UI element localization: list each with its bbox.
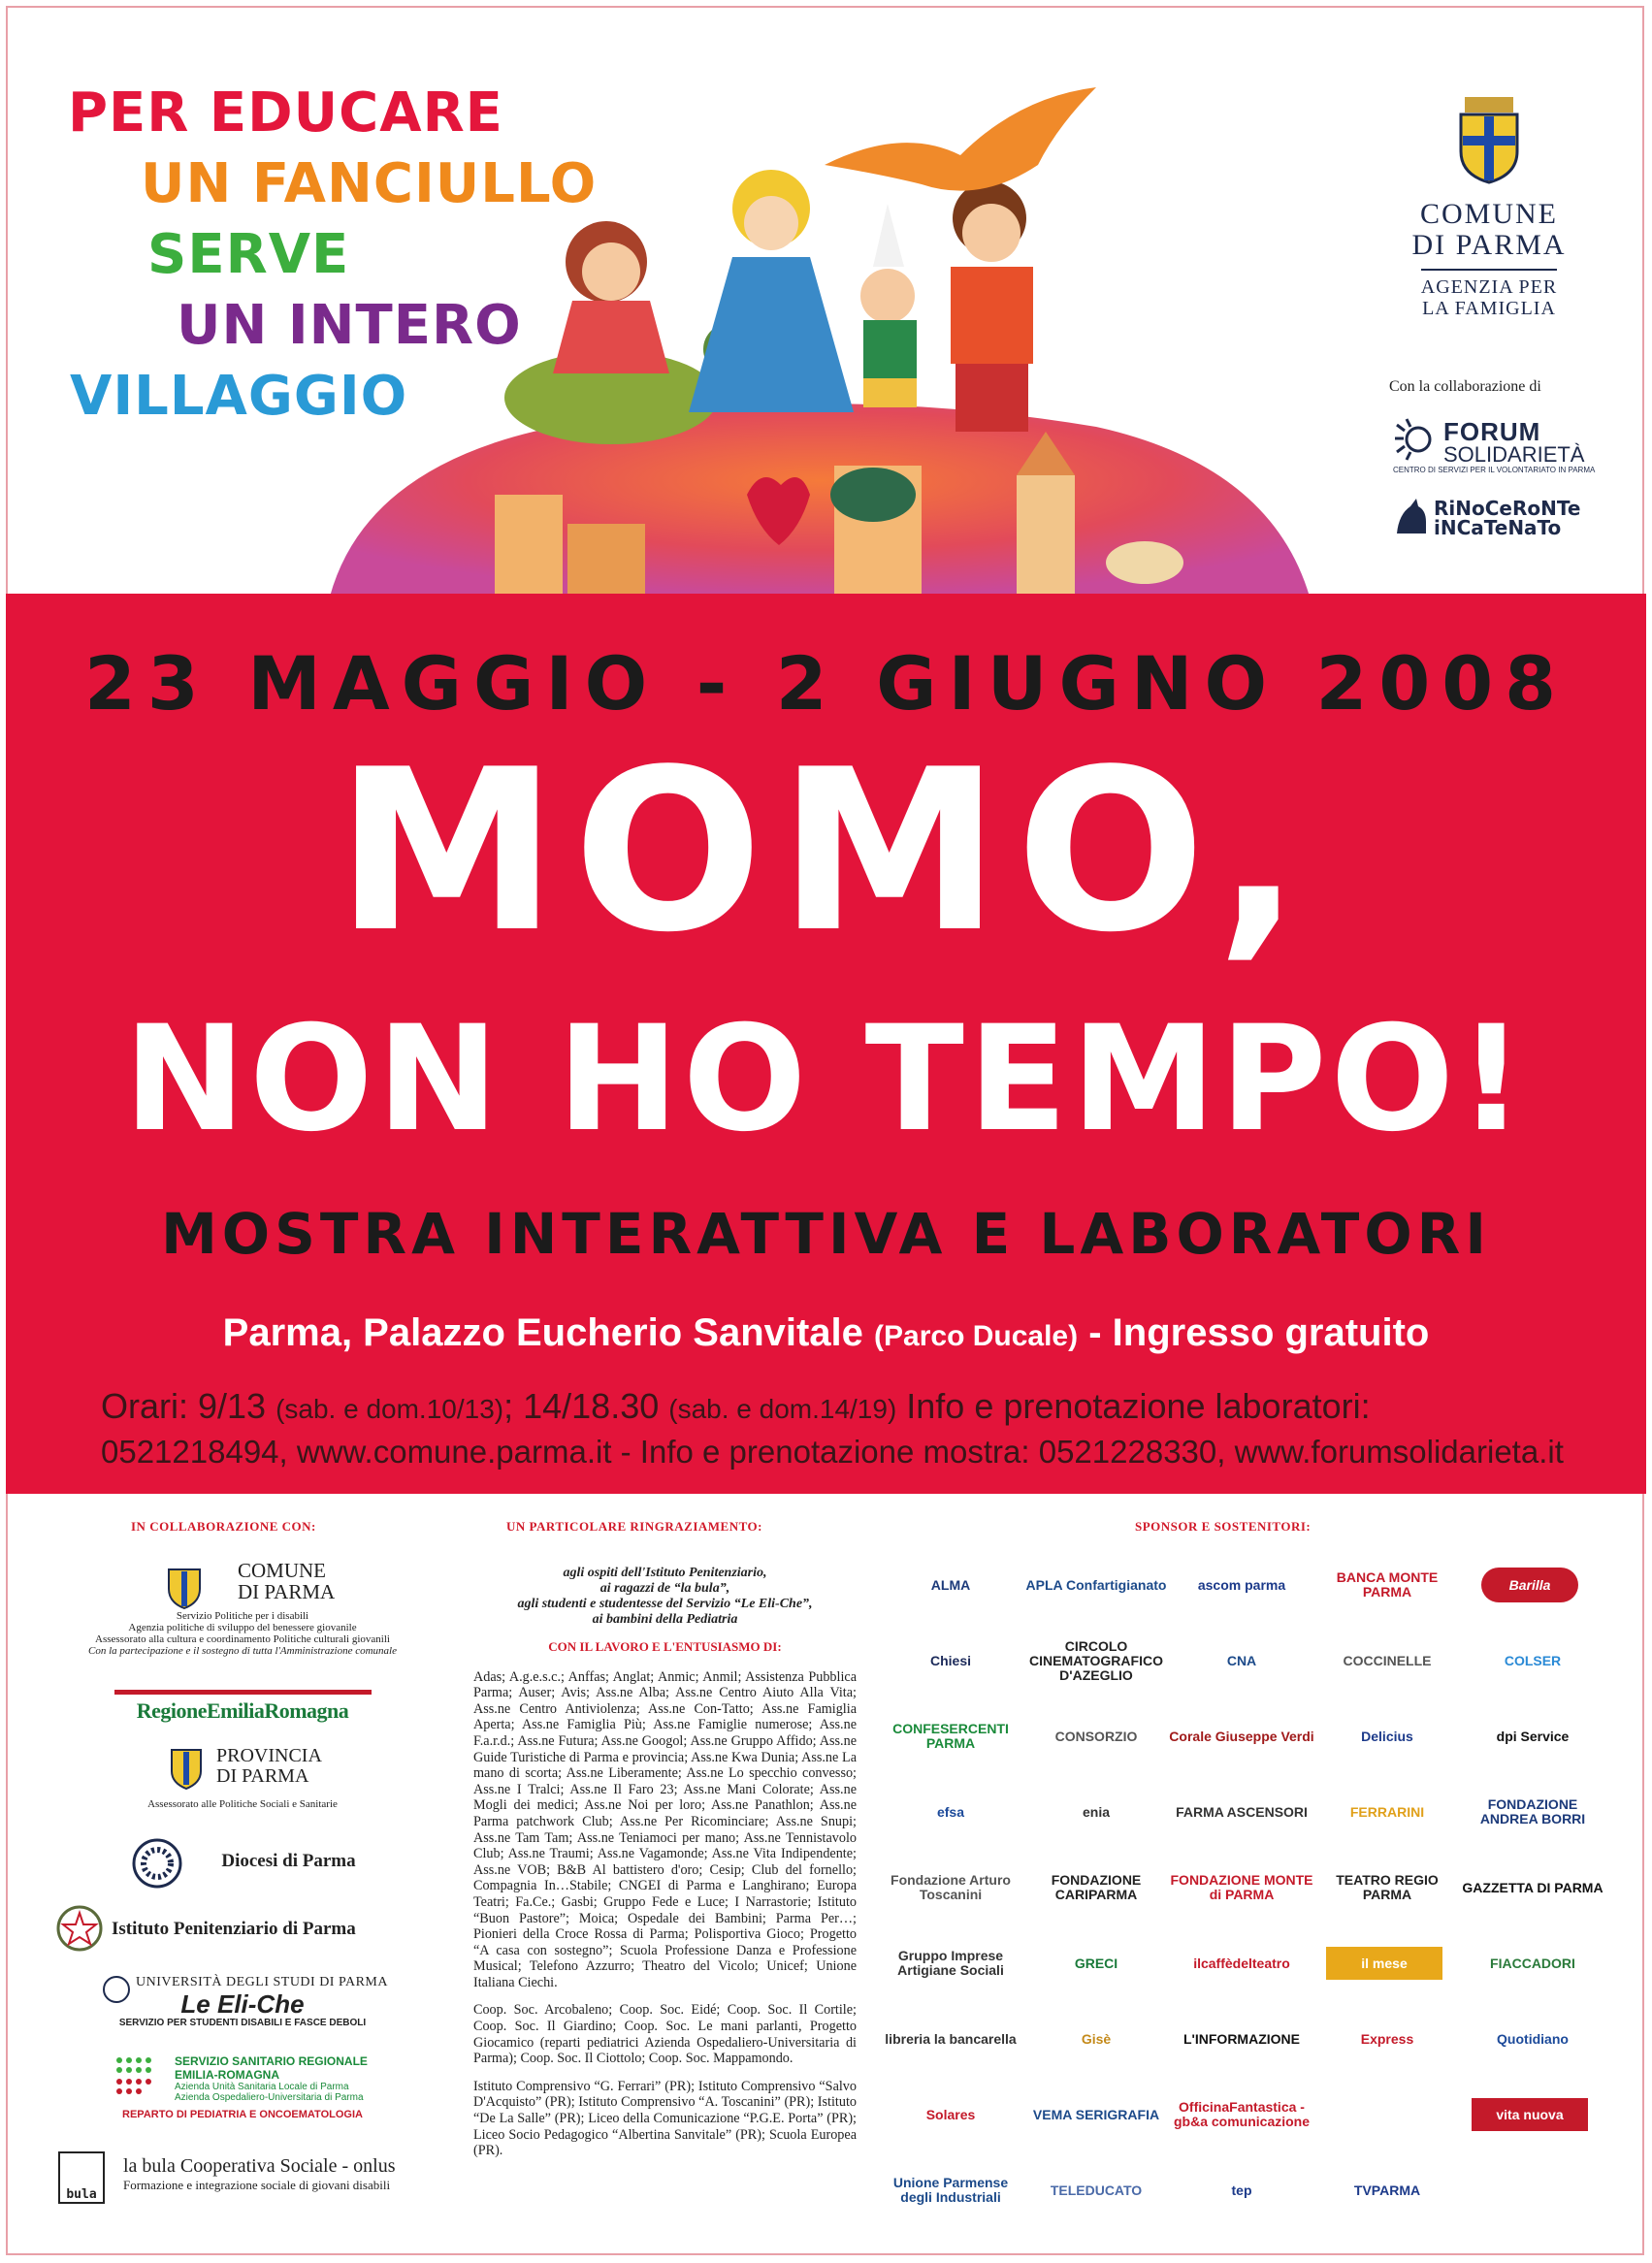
reparto-label: REPARTO DI PEDIATRIA E ONCOEMATOLOGIA: [122, 2109, 363, 2120]
ssr-line-1: SERVIZIO SANITARIO REGIONALE: [175, 2054, 368, 2068]
venue-line: [6, 1311, 1646, 1355]
building: [495, 495, 563, 597]
bula-logo-mark: bula: [58, 2151, 105, 2204]
collaborazione-label: Con la collaborazione di: [1389, 378, 1541, 395]
agenzia-label: [1421, 269, 1557, 319]
sponsor-logo: efsa: [936, 1803, 965, 1820]
sponsor-logo: Gruppo Imprese Artigiane Sociali: [897, 1948, 1004, 1978]
forum-line-1: FORUM: [1443, 417, 1541, 446]
rhino-icon: [1393, 497, 1430, 539]
forum-subtitle: CENTRO DI SERVIZI PER IL VOLONTARIATO IN PARMA: [1393, 466, 1596, 474]
regione-label: RegioneEmiliaRomagna: [114, 1690, 372, 1724]
sponsor-logo: Solares: [925, 2106, 976, 2122]
bula-subtitle: Formazione e integrazione sociale di giovani disabili: [123, 2178, 391, 2192]
sponsor-logo: GRECI: [1074, 1955, 1118, 1971]
red-band: [6, 594, 1646, 1494]
sponsor-logo: GAZZETTA DI PARMA: [1462, 1879, 1603, 1895]
sponsor-logo: Barilla: [1481, 1568, 1578, 1602]
comune-parma-logo-small: [53, 1560, 432, 1657]
palette: [1106, 541, 1183, 584]
istituto-label: Istituto Penitenziario di Parma: [112, 1919, 356, 1939]
boy-sweater: [951, 267, 1033, 364]
sponsor-logo: ascom parma: [1197, 1576, 1286, 1593]
sponsor-logo: tep: [1231, 2182, 1252, 2198]
sponsor-logo: FONDAZIONE MONTE di PARMA: [1170, 1872, 1313, 1902]
provincia-line-1: PROVINCIA: [216, 1745, 322, 1766]
elieche-label: Le Eli-Che: [180, 1989, 305, 2019]
servizio-line-4: Con la partecipazione e il sostegno di tutta l'Amministrazione comunale: [88, 1645, 397, 1657]
orari-part-3: ; 14/18.30: [503, 1386, 669, 1426]
rinoceronte-incatenato-logo: [1393, 497, 1616, 543]
provincia-logo: [53, 1746, 432, 1810]
orari-part-1: Orari: 9/13: [101, 1386, 276, 1426]
sponsor-logo: Express: [1360, 2030, 1414, 2047]
children-globe-illustration: [291, 39, 1377, 597]
sponsor-logo: TEATRO REGIO PARMA: [1336, 1872, 1439, 1902]
sponsor-logo: libreria la bancarella: [885, 2030, 1017, 2047]
sponsor-logo: OfficinaFantastica - gb&a comunicazione: [1173, 2099, 1311, 2129]
venue-part-2: (Parco Ducale): [874, 1320, 1079, 1352]
slogan-line-2: UN FANCIULLO: [141, 152, 598, 215]
event-dates: 23 MAGGIO - 2 GIUGNO 2008: [83, 640, 1569, 727]
slogan-line-3: SERVE: [147, 223, 350, 286]
forum-line-2: SOLIDARIETÀ: [1443, 442, 1585, 467]
italian-republic-emblem-icon: [53, 1901, 106, 1959]
provincia-crest-icon: [170, 1748, 203, 1791]
cooperatives-paragraph: Coop. Soc. Arcobaleno; Coop. Soc. Eidé; Coop. Soc. Il Cortile; Coop. Soc. Il Giardino; Coop. Soc. Le mani parlanti, Progetto Giocamico (reparti pediatrici Azienda Ospedaliero-Universitaria di Parma); Coop. Soc. Il Ciottolo; Coop. Soc. Mappamondo.: [473, 2002, 857, 2067]
pinocchio-shorts: [863, 378, 917, 407]
building: [567, 524, 645, 597]
sponsor-logo: BANCA MONTE PARMA: [1336, 1569, 1439, 1600]
col3-heading: SPONSOR E SOSTENITORI:: [1135, 1519, 1312, 1534]
agenzia-line-1: AGENZIA PER: [1420, 276, 1558, 298]
comune-line-1: COMUNE: [1419, 198, 1558, 230]
orari-part-4: (sab. e dom.14/19): [668, 1394, 897, 1424]
servizio-line-2: Agenzia politiche di sviluppo del benessere giovanile: [128, 1622, 357, 1633]
sponsor-logo: Gisè: [1081, 2030, 1112, 2047]
contacts-line: 0521218494, www.comune.parma.it - Info e prenotazione mostra: 0521228330, www.forumsolidarieta.it: [101, 1434, 1564, 1470]
prince-coat: [689, 257, 854, 412]
comune-di-parma-header: [1358, 97, 1620, 319]
pinocchio-hat: [873, 204, 904, 267]
elieche-subtitle: SERVIZIO PER STUDENTI DISABILI E FASCE DEBOLI: [118, 2018, 367, 2028]
title-momo: MOMO,: [335, 723, 1317, 982]
diocesi-emblem-icon: [131, 1837, 183, 1890]
bula-label: la bula Cooperativa Sociale - onlus: [123, 2155, 396, 2177]
sponsor-logo: TELEDUCATO: [1050, 2182, 1143, 2198]
ssr-dots-icon: [113, 2054, 162, 2107]
sponsor-logo: Chiesi: [929, 1652, 971, 1668]
ssr-line-2: EMILIA-ROMAGNA: [175, 2068, 279, 2082]
servizio-line-1: Servizio Politiche per i disabili: [176, 1610, 309, 1622]
subtitle-mostra: MOSTRA INTERATTIVA E LABORATORI: [161, 1201, 1491, 1267]
sponsor-logo: il mese: [1326, 1947, 1442, 1980]
sponsor-logo: ALMA: [930, 1576, 971, 1593]
rino-line-1: RiNoCeRoNTe: [1434, 497, 1581, 520]
comune-line-2: DI PARMA: [1411, 229, 1567, 261]
sponsor-logo: COLSER: [1504, 1652, 1562, 1668]
venue-part-3: - Ingresso gratuito: [1078, 1311, 1430, 1354]
orari-part-2: (sab. e dom.10/13): [275, 1394, 504, 1424]
thanks-text: [473, 1566, 857, 1628]
associations-paragraph: Adas; A.g.e.s.c.; Anffas; Anglat; Anmic; Anmil; Assistenza Pubblica Parma; Auser; Avis; Ass.ne Alba; Ass.ne Centro Aiuto Alla Vita; Ass.ne Centro Antiviolenza; Ass.ne Con-Tatto; Ass.ne Famiglia Aperta; Ass.ne Famiglia Più; Ass.ne Famiglie numerose; Ass.ne F.a.r.d.; Ass.ne Futura; Ass.ne Googol; Ass.ne Gruppo Affido; Ass.ne Guide Turistiche di Parma e provincia; Ass.ne Kwa Dunia; Ass.ne La mano di scorta; Ass.ne Liberamente; Ass.ne Lo specchio convesso; Ass.ne I Tralci; Ass.ne Il Faro 23; Ass.ne Mani Colorate; Ass.ne Mogli dei medici; Ass.ne Noi per loro; Ass.ne Panathlon; Ass.ne Parma patchwork Club; Ass.ne Per Ricominciare; Ass.ne Snupi; Ass.ne Tam Tam; Ass.ne Teniamoci per mano; Ass.ne Tennistavolo Club; Ass.ne Traumi; Ass.ne Vagamonde; Ass.ne Vita Indipendente; Ass.ne VOB; B&B Al battistero d'oro; Cesip; Club del fornello; Compagnia In…Stabile; CNGEI di Parma e Langhirano; Europa Teatri; Fa.Ce.; Gasbi; Gruppo Fede e Luce; I Narrastorie; Istituto “Buon Pastore”; Moica; Ospedale dei Bambini; Parma Per…; Pionieri della Croce Rossa di Parma; Polisportiva Gioco; Progetto “A casa con sostegno”; Scuola Professione Danza e Professione Musical; Telefono Azzurro; Theatro del Vicolo; Unicef; Unione Italiana Ciechi.: [473, 1668, 857, 1990]
istituto-logo: [53, 1901, 432, 1940]
sponsor-logo: FONDAZIONE ANDREA BORRI: [1479, 1796, 1586, 1827]
girl-face: [582, 242, 640, 301]
prince-face: [744, 196, 798, 250]
sponsor-logo: FERRARINI: [1349, 1803, 1425, 1820]
small-comune-line-2: DI PARMA: [238, 1580, 336, 1603]
venue-part-1: Parma, Palazzo Eucherio Sanvitale: [222, 1311, 875, 1354]
regione-logo: [53, 1690, 432, 1724]
diocesi-logo: [53, 1837, 432, 1872]
sponsor-logo: Quotidiano: [1497, 2030, 1569, 2047]
sponsor-logo: CONSORZIO: [1054, 1728, 1138, 1744]
thanks-line-1: agli ospiti dell'Istituto Penitenziario,: [563, 1566, 767, 1580]
col1-heading: IN COLLABORAZIONE CON:: [131, 1519, 316, 1534]
universita-seal-icon: [102, 1975, 131, 2004]
thanks-line-3: agli studenti e studentesse del Servizio “Le Eli-Che”,: [517, 1597, 813, 1611]
col2-heading: UN PARTICOLARE RINGRAZIAMENTO:: [506, 1519, 762, 1534]
schools-paragraph: Istituto Comprensivo “G. Ferrari” (PR); Istituto Comprensivo “Salvo D'Acquisto” (PR); Istituto Comprensivo “A. Toscanini” (PR); Istituto “De La Salle” (PR); Liceo della Comunicazione “P.G.E. Porta” (PR); Liceo Socio Pedagogico “Albertina Sanvitale” (PR); Scuola Europea (PR).: [473, 2078, 857, 2159]
sponsor-logo: Delicius: [1361, 1728, 1413, 1744]
ssr-logo: [53, 2054, 432, 2120]
slogan-line-1: PER EDUCARE: [68, 81, 503, 145]
title-non-ho-tempo: NON HO TEMPO!: [123, 995, 1529, 1164]
sponsor-logo: TVPARMA: [1353, 2182, 1421, 2198]
thanks-line-4: ai bambini della Pediatria: [592, 1612, 738, 1627]
sponsor-logo: L'INFORMAZIONE: [1183, 2030, 1300, 2047]
parma-crest-icon: [165, 1564, 204, 1610]
universita-logo: [53, 1975, 432, 2028]
sponsor-logo: enia: [1082, 1803, 1110, 1820]
bula-logo: [53, 2151, 432, 2202]
thanks-line-2: ai ragazzi de “la bula”,: [599, 1581, 730, 1596]
small-comune-line-1: COMUNE: [238, 1559, 327, 1582]
orari-part-5: Info e prenotazione laboratori:: [896, 1386, 1371, 1426]
provincia-line-2: DI PARMA: [216, 1765, 309, 1787]
agenzia-line-2: LA FAMIGLIA: [1422, 298, 1556, 319]
sponsor-logo: ilcaffèdelteatro: [1193, 1955, 1290, 1971]
ringraziamenti-column: [473, 1552, 857, 2171]
sponsor-logo: Corale Giuseppe Verdi: [1169, 1728, 1314, 1744]
sponsor-logo: VEMA SERIGRAFIA: [1032, 2106, 1160, 2122]
tower: [1017, 475, 1075, 597]
sponsor-logo: [1314, 2089, 1460, 2140]
pinocchio-shirt: [863, 320, 917, 378]
sponsor-logo: CONFESERCENTI PARMA: [892, 1721, 1009, 1751]
col2-heading-2: CON IL LAVORO E L'ENTUSIASMO DI:: [548, 1639, 782, 1654]
sponsor-logo: FONDAZIONE CARIPARMA: [1051, 1872, 1142, 1902]
ssr-line-3: Azienda Unità Sanitaria Locale di Parma: [175, 2082, 349, 2092]
sponsor-logo: dpi Service: [1496, 1728, 1570, 1744]
sponsor-logo: FARMA ASCENSORI: [1176, 1803, 1308, 1820]
bird: [825, 87, 1096, 191]
slogan-line-4: UN INTERO: [177, 294, 522, 357]
pinocchio-face: [860, 269, 915, 323]
forum-solidarieta-logo: [1393, 417, 1616, 479]
sponsor-logo: CIRCOLO CINEMATOGRAFICO D'AZEGLIO: [1029, 1637, 1163, 1683]
sponsor-logo: APLA Confartigianato: [1025, 1576, 1167, 1593]
boy-pants: [956, 364, 1028, 432]
sponsor-logo: CNA: [1226, 1652, 1257, 1668]
provincia-subtitle: Assessorato alle Politiche Sociali e Sanitarie: [147, 1798, 338, 1810]
ssr-line-4: Azienda Ospedaliero-Universitaria di Parma: [175, 2092, 364, 2103]
girl-dress: [553, 301, 669, 373]
sponsor-logo: vita nuova: [1472, 2098, 1588, 2131]
boy-face: [962, 204, 1020, 262]
rino-line-2: iNCaTeNaTo: [1434, 516, 1562, 539]
dome: [830, 468, 916, 522]
sponsor-logo: COCCINELLE: [1343, 1652, 1432, 1668]
sponsor-logo: Unione Parmense degli Industriali: [892, 2175, 1009, 2205]
universita-label: UNIVERSITÀ DEGLI STUDI DI PARMA: [136, 1975, 388, 1989]
opening-hours: [101, 1385, 1575, 1473]
slogan-line-5: VILLAGGIO: [70, 365, 408, 428]
sponsor-logo: FIACCADORI: [1490, 1955, 1575, 1971]
forum-sun-icon: [1393, 417, 1438, 462]
servizio-line-3: Assessorato alla cultura e coordinamento Politiche culturali giovanili: [95, 1633, 390, 1645]
parma-crest-icon: [1455, 97, 1523, 184]
diocesi-label: Diocesi di Parma: [221, 1851, 356, 1871]
sponsor-logo: Fondazione Arturo Toscanini: [891, 1872, 1011, 1902]
